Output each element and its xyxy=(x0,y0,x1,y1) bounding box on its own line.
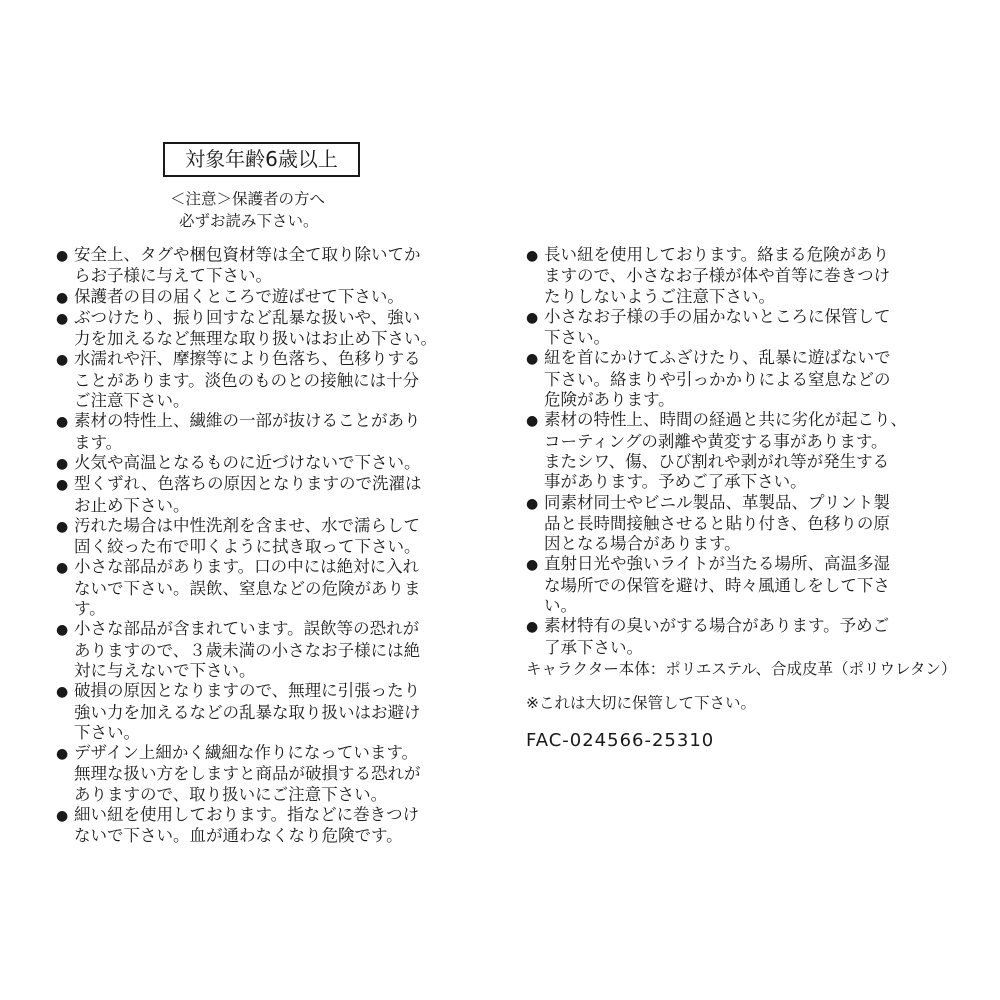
bullet-icon: ● xyxy=(56,477,69,494)
warning-item-text: コーティングの剥離や黄変する事があります。 xyxy=(544,431,888,451)
warning-item-text: 長い紐を使用しております。絡まる危険があり xyxy=(544,245,890,264)
age-rating-box xyxy=(163,142,360,177)
bullet-icon: ● xyxy=(56,248,69,264)
warning-item-text: 下さい。 xyxy=(544,328,610,348)
warning-item xyxy=(56,287,476,308)
bullet-icon: ● xyxy=(56,808,69,825)
warning-item-text: お止め下さい。 xyxy=(74,495,190,515)
material-info: キャラクター本体：ポリエステル、合成皮革（ポリウレタン） xyxy=(526,660,957,678)
warning-item-line xyxy=(544,390,946,410)
warning-item xyxy=(526,245,946,307)
warning-item-text: ないで下さい。血が通わなくなり危険です。 xyxy=(74,826,403,846)
age-rating-label: 対象年齢6歳以上 xyxy=(185,147,338,171)
warning-item-line xyxy=(56,453,476,474)
warning-item-text: 事があります。予めご了承下さい。 xyxy=(544,472,807,492)
bullet-icon: ● xyxy=(56,622,69,639)
warning-item xyxy=(56,619,476,681)
warning-item-text: 素材特有の臭いがする場合があります。予めご xyxy=(544,616,890,636)
caution-heading-line1: ＜注意＞保護者の方へ xyxy=(170,190,326,208)
warning-item-line xyxy=(74,599,476,619)
warning-item-text: 破損の原因となりますので、無理に引張ったり xyxy=(74,681,421,701)
warning-item-text: 了承下さい。 xyxy=(544,637,643,657)
warning-item-line xyxy=(544,596,946,616)
bullet-icon: ● xyxy=(56,560,69,577)
warning-item-line xyxy=(74,496,476,516)
warning-item-text: 火気や高温となるものに近づけないで下さい。 xyxy=(74,452,421,472)
bullet-icon: ● xyxy=(526,495,539,512)
warning-item xyxy=(56,245,476,287)
warning-item-line xyxy=(544,514,946,534)
bullet-icon: ● xyxy=(56,455,69,472)
bullet-icon: ● xyxy=(56,684,69,701)
warning-item xyxy=(56,349,476,411)
bullet-icon: ● xyxy=(526,351,539,368)
warning-item xyxy=(56,805,476,847)
warning-item-text: たりしないようご注意下さい。 xyxy=(544,286,775,306)
warning-item-text: またシワ、傷、ひび割れや剥がれ等が発生する xyxy=(544,451,890,471)
bullet-icon: ● xyxy=(56,289,69,306)
warning-item xyxy=(56,743,476,805)
warning-item-text: 同素材同士やビニル製品、革製品、プリント製 xyxy=(544,492,890,512)
right-warning-list xyxy=(526,245,946,658)
warning-item-text: 小さな部品があります。口の中には絶対に入れ xyxy=(74,557,420,577)
warning-item-line xyxy=(526,554,946,575)
left-warning-list xyxy=(56,245,476,847)
warning-item-line xyxy=(56,743,476,764)
bullet-icon: ● xyxy=(56,352,69,369)
warning-item xyxy=(56,681,476,743)
warning-item-line xyxy=(56,516,476,537)
warning-item-line xyxy=(544,328,946,348)
warning-item-line xyxy=(56,805,476,826)
warning-item-text: 細い紐を使用しております。指などに巻きつけ xyxy=(74,805,420,825)
warning-item-text: 素材の特性上、繊維の一部が抜けることがあり xyxy=(74,411,421,431)
warning-item-line xyxy=(544,472,946,492)
warning-item-line xyxy=(74,329,476,349)
warning-item xyxy=(56,453,476,474)
warning-item-text: デザイン上細かく繊細な作りになっています。 xyxy=(74,743,419,763)
warning-item-text: い。 xyxy=(544,596,577,616)
warning-item-text: 型くずれ、色落ちの原因となりますので洗濯は xyxy=(74,474,422,494)
warning-item-text: 小さな部品が含まれています。誤飲等の恐れが xyxy=(74,619,420,639)
warning-item-text: 対に与えないで下さい。 xyxy=(74,660,256,680)
warning-item xyxy=(526,554,946,616)
warning-item-line xyxy=(74,785,476,805)
warning-item-line xyxy=(544,576,946,596)
warning-item xyxy=(526,616,946,658)
warning-item-line xyxy=(526,307,946,328)
warning-item-text: ありますので、３歳未満の小さなお子様には絶 xyxy=(74,640,421,660)
bullet-icon: ● xyxy=(526,557,539,574)
warning-item-line xyxy=(544,534,946,554)
bullet-icon: ● xyxy=(56,310,69,327)
warning-item-line xyxy=(74,537,476,557)
bullet-icon: ● xyxy=(526,248,539,264)
warning-item-text: 下さい。 xyxy=(74,722,140,742)
warning-item-line xyxy=(56,411,476,432)
warning-item-text: 水濡れや汗、摩擦等により色落ち、色移りする xyxy=(74,349,421,369)
warning-item xyxy=(526,348,946,410)
warning-item-text: 小さなお子様の手の届かないところに保管して xyxy=(544,306,891,326)
bullet-icon: ● xyxy=(526,309,539,326)
warning-item-text: 素材の特性上、時間の経過と共に劣化が起こり、 xyxy=(544,410,907,430)
warning-item xyxy=(56,557,476,619)
warning-item-line xyxy=(526,410,946,431)
caution-heading-line2: 必ずお読み下さい。 xyxy=(179,212,319,230)
warning-item-text: 品と長時間接触させると貼り付き、色移りの原 xyxy=(544,513,890,533)
warning-item-line xyxy=(544,287,946,307)
bullet-icon: ● xyxy=(56,414,69,431)
warning-item-text: 強い力を加えるなどの乱暴な取り扱いはお避け xyxy=(74,702,421,722)
warning-item-line xyxy=(56,681,476,702)
warning-item-line xyxy=(56,557,476,578)
product-code: FAC-024566-25310 xyxy=(526,730,715,751)
warning-item xyxy=(526,410,946,492)
warning-item xyxy=(56,516,476,558)
warning-item-text: ます。 xyxy=(74,432,123,452)
warning-item-text: ご注意下さい。 xyxy=(74,391,190,411)
bullet-icon: ● xyxy=(526,413,539,430)
warning-item-line xyxy=(526,493,946,514)
warning-item-line xyxy=(74,391,476,411)
bullet-icon: ● xyxy=(56,746,69,763)
warning-item xyxy=(526,493,946,555)
warning-item-text: 保護者の目の届くところで遊ばせて下さい。 xyxy=(74,286,404,306)
keep-note: ※これは大切に保管して下さい。 xyxy=(526,694,756,712)
warning-item-text: 汚れた場合は中性洗剤を含ませ、水で濡らして xyxy=(74,515,421,535)
warning-item-line xyxy=(56,474,476,495)
warning-item-text: 下さい。絡まりや引っかかりによる窒息などの xyxy=(544,369,891,389)
warning-item-line xyxy=(74,723,476,743)
warning-item xyxy=(56,474,476,516)
warning-item-line xyxy=(526,245,946,266)
warning-item-text: 危険があります。 xyxy=(544,390,675,410)
warning-item-text: 固く絞った布で叩くように拭き取って下さい。 xyxy=(74,537,421,557)
warning-item-line xyxy=(74,826,476,846)
warning-item-line xyxy=(56,349,476,370)
warning-item-line xyxy=(544,452,946,472)
warning-item-text: 紐を首にかけてふざけたり、乱暴に遊ばないで xyxy=(544,348,891,368)
warning-item-text: 無理な扱い方をしますと商品が破損する恐れが xyxy=(74,764,421,784)
warning-item-line xyxy=(526,348,946,369)
warning-item-text: す。 xyxy=(74,599,106,619)
warning-item xyxy=(56,308,476,350)
warning-item-line xyxy=(56,619,476,640)
warning-item-line xyxy=(74,703,476,723)
warning-item-line xyxy=(56,245,476,266)
warning-item-line xyxy=(74,433,476,453)
warning-item-text: 因となる場合があります。 xyxy=(544,534,741,554)
warning-item-text: な場所での保管を避け、時々風通しをして下さ xyxy=(544,575,890,595)
warning-item xyxy=(56,411,476,453)
warning-item-text: ぶつけたり、振り回すなど乱暴な扱いや、強い xyxy=(74,307,421,327)
warning-item-line xyxy=(526,616,946,637)
warning-item-line xyxy=(544,370,946,390)
warning-item-line xyxy=(74,641,476,661)
bullet-icon: ● xyxy=(526,619,539,636)
warning-item-text: 直射日光や強いライトが当たる場所、高温多湿 xyxy=(544,554,891,574)
warning-item-line xyxy=(74,579,476,599)
bullet-icon: ● xyxy=(56,518,69,535)
warning-item-text: ことがあります。淡色のものとの接触には十分 xyxy=(74,370,420,390)
warning-item-line xyxy=(544,432,946,452)
warning-item-line xyxy=(74,371,476,391)
warning-item-text: ないで下さい。誤飲、窒息などの危険がありま xyxy=(74,578,421,598)
warning-item-line xyxy=(74,661,476,681)
warning-item-text: 力を加えるなど無理な取り扱いはお止め下さい。 xyxy=(74,329,437,349)
warning-item-line xyxy=(544,638,946,658)
warning-item xyxy=(526,307,946,349)
warning-item-text: 安全上、タグや梱包資材等は全て取り除いてか xyxy=(74,245,421,264)
warning-item-line xyxy=(74,764,476,784)
warning-item-text: らお子様に与えて下さい。 xyxy=(74,266,272,286)
caution-heading xyxy=(170,188,325,232)
warning-item-text: ますので、小さなお子様が体や首等に巻きつけ xyxy=(544,266,891,286)
warning-item-line xyxy=(56,287,476,308)
warning-item-line xyxy=(56,308,476,329)
warning-item-line xyxy=(74,266,476,286)
warning-item-line xyxy=(544,266,946,286)
warning-item-text: ありますので、取り扱いにご注意下さい。 xyxy=(74,784,388,804)
